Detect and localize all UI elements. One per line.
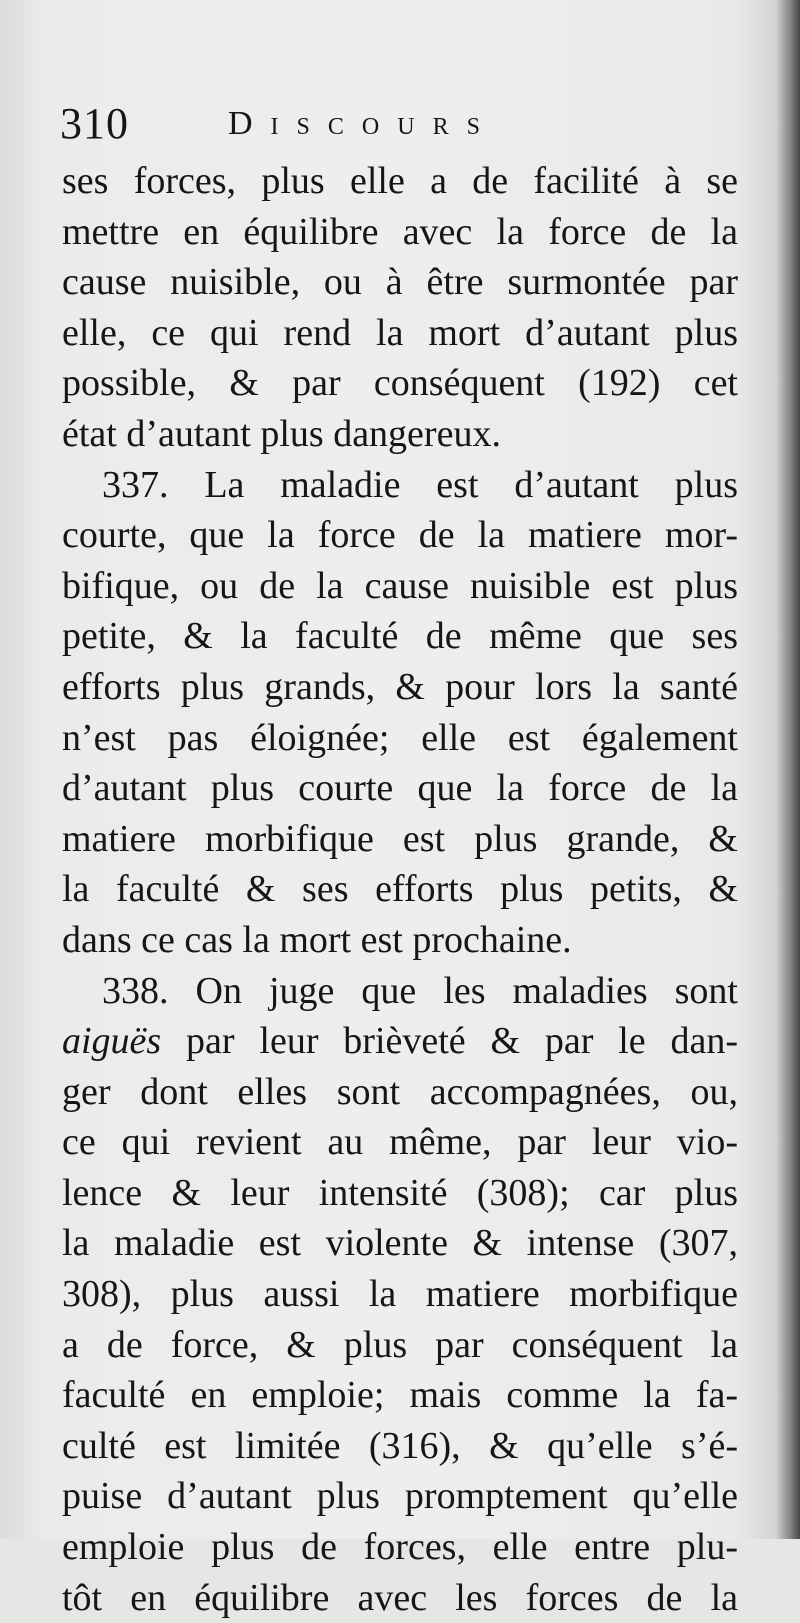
text-line: 308), plus aussi la matiere morbifique xyxy=(62,1273,738,1316)
text-line-rest: par leur brièveté & par le dan- xyxy=(186,1020,738,1063)
paragraph-337-start: 337. La maladie est d’autant plus xyxy=(102,463,738,506)
text-line: efforts plus grands, & pour lors la santé xyxy=(62,665,738,708)
text-line: puise d’autant plus promptement qu’elle xyxy=(62,1475,738,1518)
text-line: faculté en emploie; mais comme la fa- xyxy=(62,1374,738,1417)
gutter-shadow xyxy=(776,0,800,1539)
running-head: Discours xyxy=(228,105,498,142)
text-line: a de force, & plus par conséquent la xyxy=(62,1323,738,1366)
text-line: d’autant plus courte que la force de la xyxy=(62,767,738,810)
text-line: ce qui revient au même, par leur vio- xyxy=(62,1121,738,1164)
page-header xyxy=(60,96,740,152)
text-line: cause nuisible, ou à être surmontée par xyxy=(62,261,738,304)
text-line: matiere morbifique est plus grande, & xyxy=(62,817,738,860)
paragraph-338-start: 338. On juge que les maladies sont xyxy=(102,969,738,1012)
text-line: ger dont elles sont accompagnées, ou, xyxy=(62,1070,738,1113)
text-line: lence & leur intensité (308); car plus xyxy=(62,1171,738,1214)
text-line: état d’autant plus dangereux. xyxy=(62,412,501,455)
text-line: la maladie est violente & intense (307, xyxy=(62,1222,738,1265)
text-line: bifique, ou de la cause nuisible est plus xyxy=(62,564,738,607)
text-line: ses forces, plus elle a de facilité à se xyxy=(62,160,738,202)
text-line: petite, & la faculté de même que ses xyxy=(62,615,738,658)
text-line: elle, ce qui rend la mort d’autant plus xyxy=(62,311,738,354)
text-line: culté est limitée (316), & qu’elle s’é- xyxy=(62,1424,738,1467)
text-line: n’est pas éloignée; elle est également xyxy=(62,716,738,759)
text-line-with-italic xyxy=(62,1016,738,1067)
text-line: la faculté & ses efforts plus petits, & xyxy=(62,868,738,911)
text-line: mettre en équilibre avec la force de la xyxy=(62,210,738,253)
text-line: dans ce cas la mort est prochaine. xyxy=(62,918,572,961)
text-line: courte, que la force de la matiere mor- xyxy=(62,514,738,557)
text-line: possible, & par conséquent (192) cet xyxy=(62,362,738,405)
page-number: 310 xyxy=(60,99,129,148)
body-text xyxy=(62,156,738,1623)
text-line: tôt en équilibre avec les forces de la xyxy=(62,1576,738,1619)
italic-word: aiguës xyxy=(62,1020,162,1063)
text-line: emploie plus de forces, elle entre plu- xyxy=(62,1526,738,1569)
